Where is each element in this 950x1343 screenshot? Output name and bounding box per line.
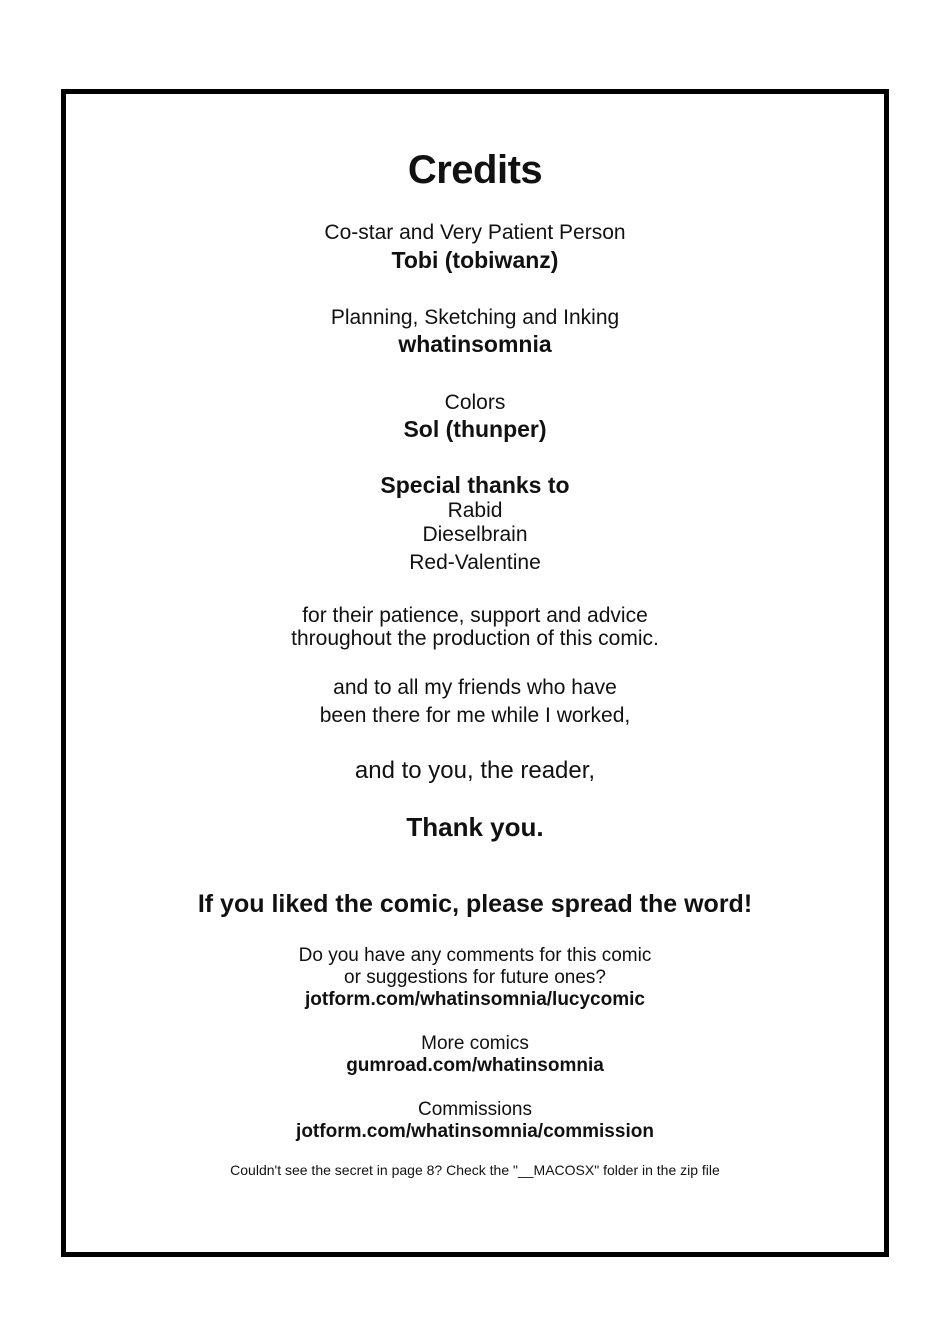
comments-link[interactable]: jotform.com/whatinsomnia/lucycomic [305, 989, 645, 1010]
patience-text-line: throughout the production of this comic. [291, 627, 659, 650]
thank-you-text: Thank you. [406, 812, 544, 842]
more-comics-label: More comics [421, 1033, 529, 1054]
comments-text-line: or suggestions for future ones? [344, 967, 606, 988]
commissions-label: Commissions [417, 1099, 533, 1120]
special-thanks-name: Rabid [447, 499, 503, 522]
credit-role-colors: Colors [444, 391, 506, 414]
page-title: Credits [407, 148, 543, 192]
friends-text-line: and to all my friends who have [333, 676, 617, 699]
special-thanks-heading: Special thanks to [380, 472, 570, 498]
comments-text-line: Do you have any comments for this comic [298, 945, 652, 966]
special-thanks-name: Red-Valentine [409, 551, 541, 574]
reader-text: and to you, the reader, [354, 757, 596, 784]
credit-name-artist: whatinsomnia [398, 331, 552, 357]
credit-role-costar: Co-star and Very Patient Person [324, 221, 626, 244]
spread-word-text: If you liked the comic, please spread the word! [197, 890, 753, 918]
patience-text-line: for their patience, support and advice [302, 604, 648, 627]
special-thanks-name: Dieselbrain [422, 523, 528, 546]
credit-role-artist: Planning, Sketching and Inking [330, 306, 620, 329]
more-comics-link[interactable]: gumroad.com/whatinsomnia [346, 1055, 604, 1076]
footnote-text: Couldn't see the secret in page 8? Check the "__MACOSX" folder in the zip file [230, 1162, 720, 1178]
credit-name-colors: Sol (thunper) [403, 416, 547, 442]
credit-name-costar: Tobi (tobiwanz) [391, 247, 559, 273]
commissions-link[interactable]: jotform.com/whatinsomnia/commission [296, 1121, 654, 1142]
friends-text-line: been there for me while I worked, [319, 704, 631, 727]
